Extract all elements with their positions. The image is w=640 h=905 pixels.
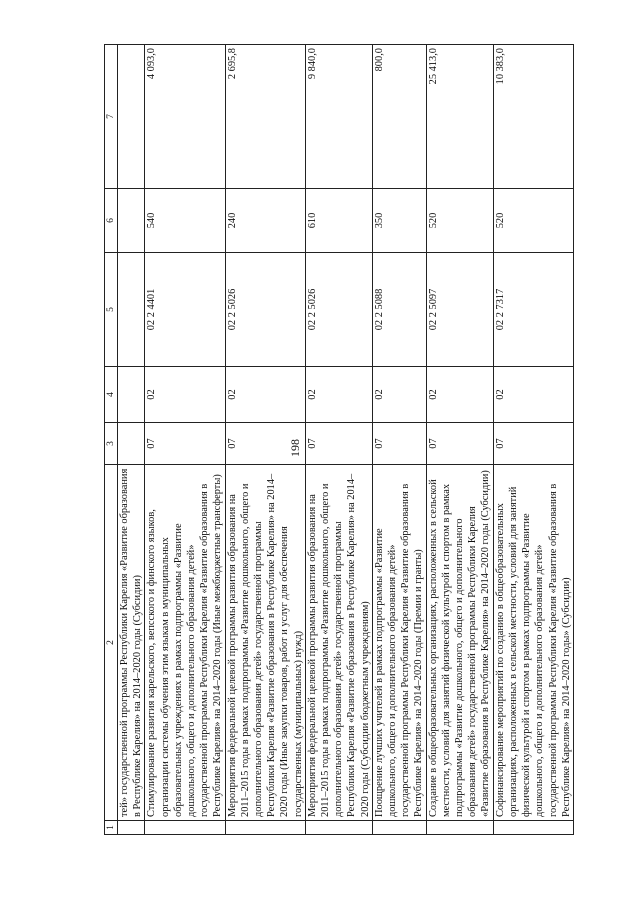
target-article-code: 02 2 5026: [225, 253, 305, 367]
table-row: [426, 45, 493, 835]
subsection-code: 02: [426, 367, 493, 423]
expense-type-code: 610: [305, 189, 372, 253]
empty-cell: [118, 423, 145, 465]
empty-cell: [118, 189, 145, 253]
subsection-code: 02: [145, 367, 225, 423]
row-index-cell: [426, 821, 493, 835]
empty-cell: [118, 45, 145, 189]
amount: 800,0: [372, 45, 426, 189]
page-number: 198: [288, 439, 302, 457]
target-article-code: 02 2 5088: [372, 253, 426, 367]
row-description: Мероприятия федеральной целевой программы развития образования на 2011–2015 годы в рамках подпрограммы «Развитие дошкольного, общего и дополнительного образования детей» государственной программы Республики Карелия «Развитие образования в Республике Карелия» на 2014–2020 годы (Иные закупки товаров, работ и услуг для обеспечения государственных (муниципальных) нужд): [225, 465, 305, 821]
row-description: Создание в общеобразовательных организациях, расположенных в сельской местности, условий для занятий физической культурой и спортом в рамках подпрограммы «Развитие дошкольного, общего и дополнительного образования детей» государственной программы Республики Карелия «Развитие образования в Республике Карелия» на 2014–2020 годы (Субсидии): [426, 465, 493, 821]
header-col-4: 4: [105, 367, 118, 423]
section-code: 07: [372, 423, 426, 465]
subsection-code: 02: [305, 367, 372, 423]
amount: 9 840,0: [305, 45, 372, 189]
continuation-text: тей» государственной программы Республики Карелия «Развитие образования в Республике Карелия» на 2014–2020 годы (Субсидии): [118, 465, 145, 821]
table-row: [225, 45, 305, 835]
column-number-row: [105, 45, 118, 835]
amount: 25 413,0: [426, 45, 493, 189]
subsection-code: 02: [225, 367, 305, 423]
subsection-code: 02: [372, 367, 426, 423]
header-col-2: 2: [105, 465, 118, 821]
table-row: [145, 45, 225, 835]
table-row: [372, 45, 426, 835]
section-code: 07: [225, 423, 305, 465]
target-article-code: 02 2 7317: [493, 253, 573, 367]
row-description: Стимулирование развития карельского, вепсского и финского языков, организации системы обучения этим языкам в муниципальных образовательных учреждениях в рамках подпрограммы «Развитие дошкольного, общего и дополнительного образования детей» государственной программы Республики Карелия «Развитие образования в Республике Карелия» на 2014–2020 годы (Иные межбюджетные трансферты): [145, 465, 225, 821]
continuation-row: [118, 45, 145, 835]
expense-type-code: 350: [372, 189, 426, 253]
section-code: 07: [493, 423, 573, 465]
empty-cell: [118, 253, 145, 367]
landscape-content: [104, 45, 636, 835]
budget-table: [104, 44, 574, 835]
amount: 10 383,0: [493, 45, 573, 189]
section-code: 07: [145, 423, 225, 465]
rotated-page: [104, 45, 636, 835]
table-body: [105, 45, 574, 835]
row-description: Софинансирование мероприятий по созданию в общеобразовательных организациях, расположенных в сельской местности, условий для занятий физической культурой и спортом в рамках подпрограммы «Развитие дошкольного, общего и дополнительного образования детей» государственной программы Республики Карелия «Развитие образования в Республике Карелия» на 2014–2020 годы» (Субсидии): [493, 465, 573, 821]
target-article-code: 02 2 5026: [305, 253, 372, 367]
header-col-5: 5: [105, 253, 118, 367]
header-col-7: 7: [105, 45, 118, 189]
row-index-cell: [372, 821, 426, 835]
row-index-cell: [305, 821, 372, 835]
row-index-cell: [118, 821, 145, 835]
section-code: 07: [305, 423, 372, 465]
table-row: [305, 45, 372, 835]
target-article-code: 02 2 5097: [426, 253, 493, 367]
header-col-1: 1: [105, 821, 118, 835]
row-description: Мероприятия федеральной целевой программы развития образования на 2011–2015 годы в рамках подпрограммы «Развитие дошкольного, общего и дополнительного образования детей» государственной программы Республики Карелия «Развитие образования в Республике Карелия» на 2014–2020 годы (Субсидии бюджетным учреждениям): [305, 465, 372, 821]
subsection-code: 02: [493, 367, 573, 423]
amount: 2 695,8: [225, 45, 305, 189]
table-row: [493, 45, 573, 835]
empty-cell: [118, 367, 145, 423]
section-code: 07: [426, 423, 493, 465]
header-col-3: 3: [105, 423, 118, 465]
amount: 4 093,0: [145, 45, 225, 189]
row-description: Поощрение лучших учителей в рамках подпрограммы «Развитие дошкольного, общего и дополнительного образования детей» государственной программы Республики Карелия «Развитие образования в Республике Карелия» на 2014–2020 годы (Премии и гранты): [372, 465, 426, 821]
expense-type-code: 520: [426, 189, 493, 253]
target-article-code: 02 2 4401: [145, 253, 225, 367]
expense-type-code: 520: [493, 189, 573, 253]
row-index-cell: [225, 821, 305, 835]
expense-type-code: 540: [145, 189, 225, 253]
row-index-cell: [145, 821, 225, 835]
row-index-cell: [493, 821, 573, 835]
header-col-6: 6: [105, 189, 118, 253]
expense-type-code: 240: [225, 189, 305, 253]
